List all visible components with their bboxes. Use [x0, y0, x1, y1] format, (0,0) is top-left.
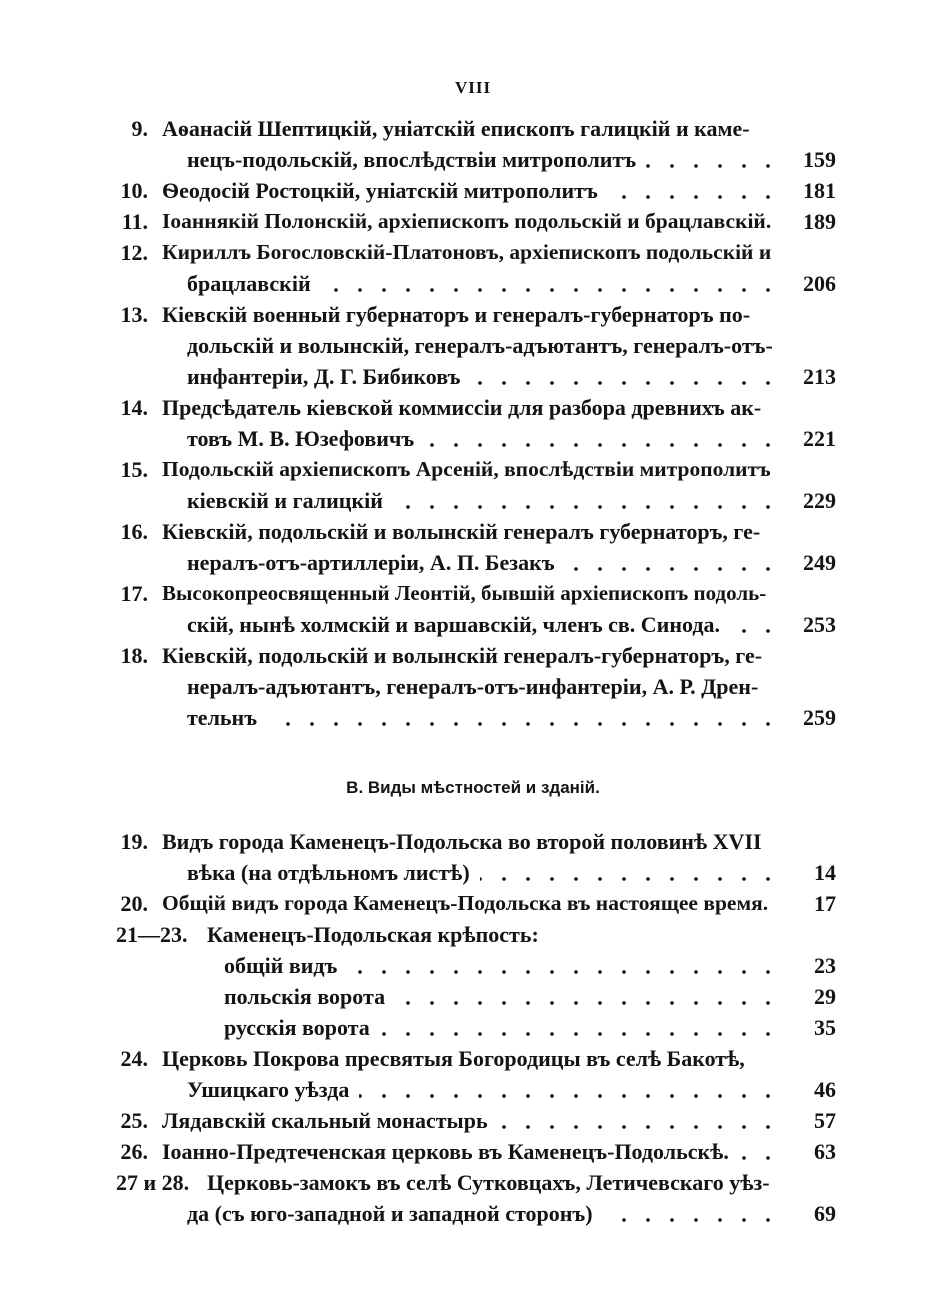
toc-line — [0, 1043, 946, 1074]
entry-page-number: 46 — [814, 1077, 836, 1102]
toc-line — [0, 609, 946, 640]
dot-leader — [267, 722, 780, 726]
dot-leader — [470, 381, 780, 385]
entry-number: 16. — [120, 519, 148, 544]
dot-leader — [393, 505, 780, 509]
entry-page-number: 229 — [803, 488, 836, 513]
entry-text: Кириллъ Богословскій-Платоновъ, архіепископъ подольскій и — [162, 240, 772, 264]
entry-text: Видъ города Каменецъ-Подольска во второй половинѣ XVII — [162, 829, 762, 854]
entry-page-number: 29 — [814, 984, 836, 1009]
entry-page-number: 63 — [814, 1139, 836, 1164]
entry-text: Іоанно-Предтеченская церковь въ Каменецъ-Подольскѣ. — [162, 1139, 729, 1164]
entry-number: 12. — [120, 240, 148, 265]
entry-text: нералъ-отъ-артиллеріи, А. П. Безакъ — [187, 550, 555, 575]
toc-line — [0, 981, 946, 1012]
entry-page-number: 181 — [803, 178, 836, 203]
toc-line — [0, 330, 946, 361]
toc-line — [0, 1136, 946, 1167]
entry-text: нецъ-подольскій, впослѣдствіи митрополитъ — [187, 147, 637, 172]
dot-leader — [498, 1125, 780, 1129]
dot-leader — [730, 629, 780, 633]
entry-number: 17. — [120, 581, 148, 606]
toc-line — [0, 392, 946, 423]
entry-page-number: 35 — [814, 1015, 836, 1040]
toc-line — [0, 888, 946, 919]
toc-line — [0, 113, 946, 144]
entry-number: 18. — [120, 643, 148, 668]
entry-text: товъ М. В. Юзефовичъ — [187, 426, 415, 451]
entry-page-number: 189 — [803, 209, 836, 234]
entry-page-number: 14 — [814, 860, 836, 885]
entry-text: Аѳанасій Шептицкій, уніатскій епископъ галицкій и каме- — [162, 116, 750, 141]
entry-text: Кіевскій военный губернаторъ и генералъ-губернаторъ по- — [162, 302, 751, 327]
entry-page-number: 213 — [803, 364, 836, 389]
entry-number: 24. — [120, 1046, 148, 1071]
entry-number: 25. — [120, 1108, 148, 1133]
entry-number: 11. — [121, 209, 148, 234]
dot-leader — [321, 288, 780, 292]
entry-number: 13. — [120, 302, 148, 327]
toc-line — [0, 144, 946, 175]
entry-text: брацлавскій — [187, 271, 311, 296]
entry-number: 14. — [120, 395, 148, 420]
entry-text: Предсѣдатель кіевской коммиссіи для разбора древнихъ ак- — [162, 395, 762, 420]
entry-page-number: 69 — [814, 1201, 836, 1226]
toc-line — [0, 361, 946, 392]
entry-text: Церковь Покрова пресвятыя Богородицы въ селѣ Бакотѣ, — [162, 1046, 745, 1071]
dot-leader — [424, 443, 780, 447]
section-heading: В. Виды мѣстностей и зданій. — [346, 778, 600, 797]
entry-text: Ушицкаго уѣзда — [187, 1077, 350, 1102]
toc-line — [0, 485, 946, 516]
entry-page-number: 249 — [803, 550, 836, 575]
entry-text: нералъ-адъютантъ, генералъ-отъ-инфантеріи, А. Р. Дрен- — [187, 674, 759, 699]
toc-line — [0, 640, 946, 671]
entry-page-number: 17 — [814, 891, 836, 916]
toc-line — [0, 1198, 946, 1229]
toc-line — [0, 826, 946, 857]
dot-leader — [646, 164, 780, 168]
dot-leader — [608, 195, 780, 199]
entry-text: Кіевскій, подольскій и волынскій генералъ губернаторъ, ге- — [162, 519, 761, 544]
toc-line — [0, 1074, 946, 1105]
toc-line — [0, 268, 946, 299]
dot-leader — [359, 1094, 780, 1098]
dot-leader — [603, 1218, 780, 1222]
entry-text: скій, нынѣ холмскій и варшавскій, членъ св. Синода. — [187, 612, 721, 637]
page-number: VIII — [454, 78, 492, 97]
toc-line — [0, 1012, 946, 1043]
entry-number: 9. — [131, 116, 148, 141]
entry-text: русскія ворота — [224, 1015, 370, 1040]
toc-line — [0, 237, 946, 268]
entry-page-number: 23 — [814, 953, 836, 978]
entry-text: Кіевскій, подольскій и волынскій генералъ-губернаторъ, ге- — [162, 643, 763, 668]
toc-line — [0, 175, 946, 206]
entry-number: 20. — [120, 891, 148, 916]
entry-number: 19. — [120, 829, 148, 854]
entry-text: Каменецъ-Подольская крѣпость: — [207, 922, 539, 947]
entry-number: 26. — [120, 1139, 148, 1164]
entry-text: польскія ворота — [224, 984, 386, 1009]
dot-leader — [480, 877, 780, 881]
toc-line — [0, 578, 946, 609]
entry-text: Лядавскій скальный монастырь — [162, 1108, 488, 1133]
entry-text: общій видъ — [224, 953, 338, 978]
entry-page-number: 159 — [803, 147, 836, 172]
entry-text: да (съ юго-западной и западной сторонъ) — [187, 1201, 593, 1226]
toc-line — [0, 950, 946, 981]
dot-leader — [565, 567, 780, 571]
entry-page-number: 206 — [803, 271, 836, 296]
entry-text: инфантеріи, Д. Г. Бибиковъ — [187, 364, 461, 389]
entry-number: 15. — [120, 457, 148, 482]
toc-section-portraits — [0, 113, 946, 733]
entry-text: тельнъ — [187, 705, 258, 730]
toc-line — [0, 547, 946, 578]
toc-line — [0, 1105, 946, 1136]
entry-text: Подольскій архіепископъ Арсеній, впослѣдствіи митрополитъ — [162, 457, 771, 481]
toc-line — [0, 454, 946, 485]
entry-page-number: 221 — [803, 426, 836, 451]
entry-number: 21—23. — [116, 922, 188, 947]
toc-section-views — [0, 826, 946, 1229]
toc-line — [0, 857, 946, 888]
toc-line — [0, 702, 946, 733]
entry-number: 10. — [120, 178, 148, 203]
toc-line — [0, 206, 946, 237]
entry-text: Высокопреосвященный Леонтій, бывшій архіепископъ подоль- — [162, 581, 767, 605]
dot-leader — [395, 1001, 780, 1005]
dot-leader — [380, 1032, 780, 1036]
toc-line — [0, 423, 946, 454]
toc-line — [0, 671, 946, 702]
toc-line — [0, 919, 946, 950]
entry-text: вѣка (на отдѣльномъ листѣ) — [187, 860, 470, 885]
entry-text: дольскій и волынскій, генералъ-адъютантъ, генералъ-отъ- — [187, 333, 773, 358]
entry-page-number: 57 — [814, 1108, 836, 1133]
dot-leader — [347, 970, 780, 974]
entry-text: Іоаннякій Полонскій, архіепископъ подольскій и брацлавскій. — [162, 209, 772, 233]
entry-text: кіевскій и галицкій — [187, 488, 383, 513]
entry-text: Общій видъ города Каменецъ-Подольска въ настоящее время. — [162, 891, 769, 915]
toc-line — [0, 1167, 946, 1198]
toc-line — [0, 299, 946, 330]
entry-page-number: 253 — [803, 612, 836, 637]
entry-text: Церковь-замокъ въ селѣ Сутковцахъ, Летичевскаго уѣз- — [207, 1170, 770, 1195]
entry-text: Ѳеодосій Ростоцкій, уніатскій митрополитъ — [162, 178, 598, 203]
entry-page-number: 259 — [803, 705, 836, 730]
entry-number: 27 и 28. — [116, 1170, 190, 1195]
toc-line — [0, 516, 946, 547]
dot-leader — [739, 1156, 780, 1160]
